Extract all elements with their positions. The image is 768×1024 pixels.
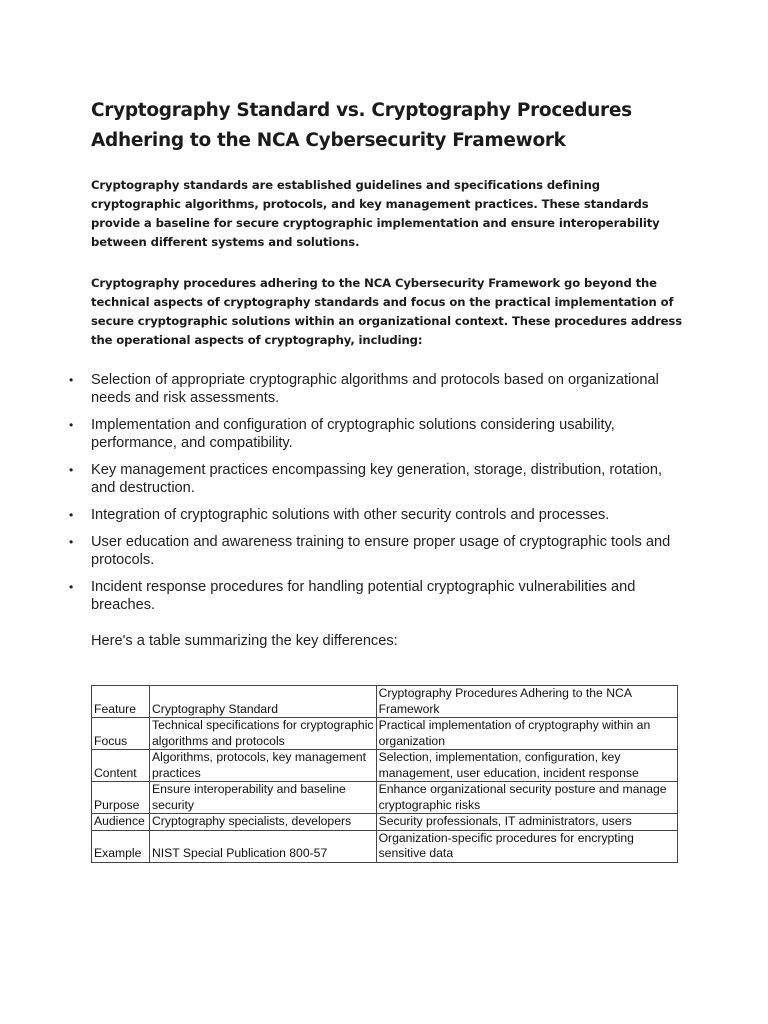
list-item xyxy=(69,461,681,497)
table-header-cell: Cryptography Standard xyxy=(149,686,376,718)
list-item xyxy=(69,506,681,524)
list-item-text: Selection of appropriate cryptographic algorithms and protocols based on organizational needs and risk assessments. xyxy=(91,372,659,406)
table-cell: Example xyxy=(92,830,150,862)
bullet-list xyxy=(69,371,691,614)
table-cell: Audience xyxy=(92,814,150,831)
table-row xyxy=(92,814,678,831)
table-header-cell: Feature xyxy=(92,686,150,718)
table-row xyxy=(92,830,678,862)
list-item xyxy=(69,416,681,452)
table-header-row xyxy=(92,686,678,718)
document-body xyxy=(69,96,691,650)
table-cell: Cryptography specialists, developers xyxy=(149,814,376,831)
table-header-cell: Cryptography Procedures Adhering to the NCA Framework xyxy=(376,686,677,718)
table-cell: Algorithms, protocols, key management practices xyxy=(149,750,376,782)
table-row xyxy=(92,782,678,814)
list-item-text: User education and awareness training to ensure proper usage of cryptographic tools and protocols. xyxy=(91,534,671,568)
table-cell: Technical specifications for cryptographic algorithms and protocols xyxy=(149,718,376,750)
table-cell: NIST Special Publication 800-57 xyxy=(149,830,376,862)
bullet-icon: • xyxy=(69,580,74,594)
paragraph-standards: Cryptography standards are established guidelines and specifications defining cryptographic algorithms, protocols, and key management practices. These standards provide a baseline for secure cryptographic implementation and ensure interoperability between different systems and solutions. xyxy=(91,178,660,249)
table-cell: Ensure interoperability and baseline security xyxy=(149,782,376,814)
bullet-icon: • xyxy=(69,508,74,522)
paragraph-procedures: Cryptography procedures adhering to the NCA Cybersecurity Framework go beyond the technical aspects of cryptography standards and focus on the practical implementation of secure cryptographic solutions within an organizational context. These procedures address the operational aspects of cryptography, including: xyxy=(91,276,683,347)
list-item-text: Integration of cryptographic solutions with other security controls and processes. xyxy=(91,507,610,523)
table-row xyxy=(92,750,678,782)
table-cell: Security professionals, IT administrators, users xyxy=(376,814,677,831)
table-cell: Organization-specific procedures for encrypting sensitive data xyxy=(376,830,677,862)
table-cell: Selection, implementation, configuration, key management, user education, incident response xyxy=(376,750,677,782)
table-cell: Enhance organizational security posture and manage cryptographic risks xyxy=(376,782,677,814)
list-item-text: Incident response procedures for handling potential cryptographic vulnerabilities and breaches. xyxy=(91,579,636,613)
page-title: Cryptography Standard vs. Cryptography Procedures Adhering to the NCA Cybersecurity Framework xyxy=(91,100,632,151)
bullet-icon: • xyxy=(69,463,74,477)
list-item xyxy=(69,533,681,569)
bullet-icon: • xyxy=(69,535,74,549)
list-item xyxy=(69,578,681,614)
list-item xyxy=(69,371,681,407)
table-cell: Focus xyxy=(92,718,150,750)
table-cell: Content xyxy=(92,750,150,782)
table-cell: Practical implementation of cryptography within an organization xyxy=(376,718,677,750)
bullet-icon: • xyxy=(69,373,74,387)
table-intro: Here's a table summarizing the key differences: xyxy=(91,633,398,649)
list-item-text: Implementation and configuration of cryptographic solutions considering usability, performance, and compatibility. xyxy=(91,417,615,451)
bullet-icon: • xyxy=(69,418,74,432)
comparison-table xyxy=(91,685,678,863)
list-item-text: Key management practices encompassing key generation, storage, distribution, rotation, and destruction. xyxy=(91,462,663,496)
table-cell: Purpose xyxy=(92,782,150,814)
table-row xyxy=(92,718,678,750)
